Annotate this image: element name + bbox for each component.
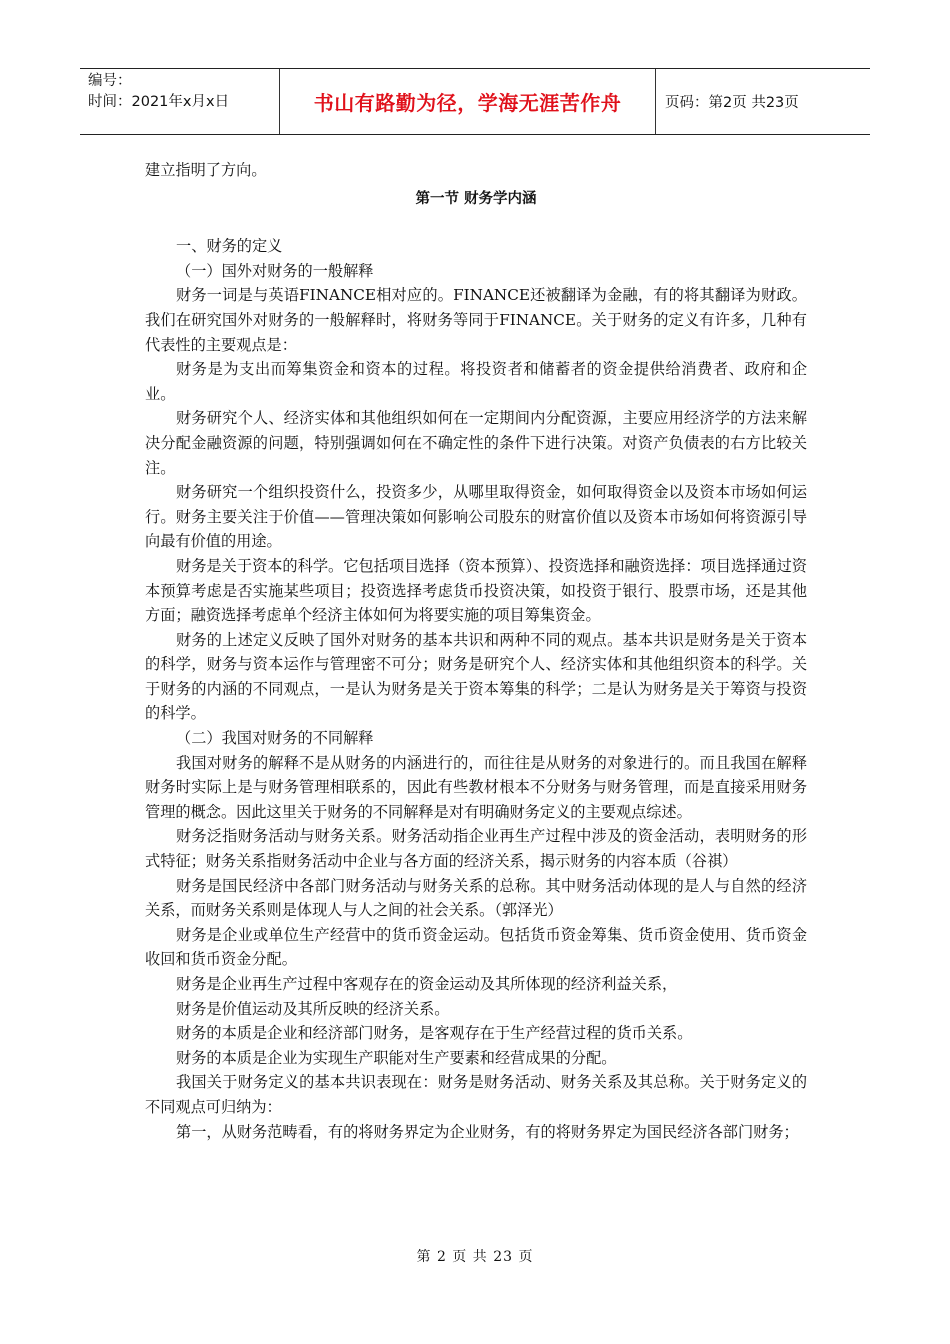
header-page-cell <box>656 69 870 134</box>
paragraph: 财务是国民经济中各部门财务活动与财务关系的总称。其中财务活动体现的是人与自然的经济关系，而财务关系则是体现人与人之间的社会关系。（郭泽光） <box>145 876 807 920</box>
header-page-number: 页码：第2页 共23页 <box>665 95 799 111</box>
paragraph: 我国对财务的解释不是从财务的内涵进行的，而往往是从财务的对象进行的。而且我国在解释财务时实际上是与财务管理相联系的，因此有些教材根本不分财务与财务管理，而是直接采用财务管理的概念。因此这里关于财务的不同解释是对有明确财务定义的主要观点综述。 <box>145 753 807 821</box>
document-body <box>145 158 807 1144</box>
paragraph: 财务是企业或单位生产经营中的货币资金运动。包括货币资金筹集、货币资金使用、货币资金收回和货币资金分配。 <box>145 925 807 969</box>
paragraph: 第一，从财务范畴看，有的将财务界定为企业财务，有的将财务界定为国民经济各部门财务； <box>176 1122 799 1141</box>
paragraph: 财务是为支出而筹集资金和资本的过程。将投资者和储蓄者的资金提供给消费者、政府和企业。 <box>145 360 807 403</box>
document-header <box>80 68 870 135</box>
paragraph: 财务的上述定义反映了国外对财务的基本共识和两种不同的观点。基本共识是财务是关于资本的科学，财务与资本运作与管理密不可分；财务是研究个人、经济实体和其他组织资本的科学。关于财务的内涵的不同观点，一是认为财务是关于资本筹集的科学；二是认为财务是关于筹资与投资的科学。 <box>145 630 807 723</box>
paragraph: 财务研究个人、经济实体和其他组织如何在一定期间内分配资源，主要应用经济学的方法来解决分配金融资源的问题，特别强调如何在不确定性的条件下进行决策。对资产负债表的右方比较关注。 <box>145 409 807 477</box>
paragraph: 财务泛指财务活动与财务关系。财务活动指企业再生产过程中涉及的资金活动，表明财务的形式特征；财务关系指财务活动中企业与各方面的经济关系，揭示财务的内容本质（谷祺） <box>145 827 807 871</box>
subheading-foreign: （一）国外对财务的一般解释 <box>176 261 374 280</box>
heading-definition: 一、财务的定义 <box>176 237 283 256</box>
intro-line: 建立指明了方向。 <box>145 161 267 179</box>
header-motto-cell <box>280 69 656 134</box>
header-motto: 书山有路勤为径，学海无涯苦作舟 <box>313 91 622 115</box>
section-title: 第一节 财务学内涵 <box>415 190 537 207</box>
paragraph: 财务是企业再生产过程中客观存在的资金运动及其所体现的经济利益关系， <box>176 975 678 993</box>
paragraph: 财务是价值运动及其所反映的经济关系。 <box>176 999 450 1018</box>
page-footer: 第 2 页 共 23 页 <box>416 1249 534 1265</box>
document-number-label: 编号： <box>88 73 132 89</box>
header-meta-cell <box>80 69 280 134</box>
subheading-domestic: （二）我国对财务的不同解释 <box>176 729 374 748</box>
paragraph: 我国关于财务定义的基本共识表现在：财务是财务活动、财务关系及其总称。关于财务定义的不同观点可归纳为： <box>145 1073 807 1116</box>
document-date-label: 时间：2021年x月x日 <box>88 94 230 110</box>
paragraph: 财务的本质是企业和经济部门财务，是客观存在于生产经营过程的货币关系。 <box>176 1024 693 1043</box>
paragraph: 财务的本质是企业为实现生产职能对生产要素和经营成果的分配。 <box>176 1048 617 1067</box>
paragraph: 财务研究一个组织投资什么，投资多少，从哪里取得资金，如何取得资金以及资本市场如何运行。财务主要关注于价值——管理决策如何影响公司股东的财富价值以及资本市场如何将资源引导向最有价值的用途。 <box>145 483 807 551</box>
paragraph: 财务一词是与英语FINANCE相对应的。FINANCE还被翻译为金融，有的将其翻译为财政。我们在研究国外对财务的一般解释时，将财务等同于FINANCE。关于财务的定义有许多，几种有代表性的主要观点是： <box>145 286 807 354</box>
paragraph: 财务是关于资本的科学。它包括项目选择（资本预算）、投资选择和融资选择：项目选择通过资本预算考虑是否实施某些项目；投资选择考虑货币投资决策，如投资于银行、股票市场，还是其他方面；融资选择考虑单个经济主体如何为将要实施的项目筹集资金。 <box>145 556 807 625</box>
